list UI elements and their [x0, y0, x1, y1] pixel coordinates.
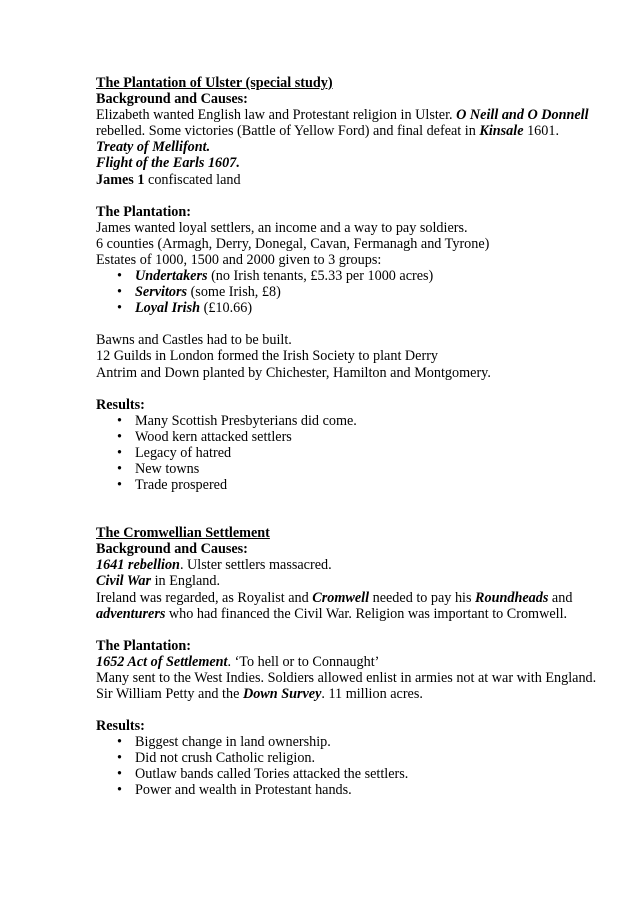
ulster-background-line-2 — [96, 123, 596, 139]
result-text: Many Scottish Presbyterians did come. — [135, 412, 357, 429]
list-item — [96, 413, 596, 429]
text-span: needed to pay his — [369, 589, 476, 606]
ulster-background-heading: Background and Causes: — [96, 91, 248, 108]
list-item — [96, 461, 596, 477]
plantation-line: James wanted loyal settlers, an income and a way to pay soldiers. — [96, 219, 468, 236]
text-span: . Ulster settlers massacred. — [179, 557, 332, 574]
cromwell-background-line — [96, 557, 596, 573]
list-item — [96, 782, 596, 798]
settlement-line: Many sent to the West Indies. Soldiers allowed enlist in armies not at war with England. — [96, 669, 597, 686]
list-item — [96, 766, 596, 782]
emphasis-span: Down Survey — [242, 686, 322, 702]
group-name: Undertakers — [135, 268, 208, 285]
emphasis-span: Roundheads — [475, 589, 549, 606]
text-span: and — [548, 589, 573, 606]
result-text: Trade prospered — [135, 477, 228, 494]
emphasis-span: Cromwell — [312, 589, 370, 606]
cromwell-background-line — [96, 573, 596, 589]
bullet-icon: • — [117, 766, 122, 783]
bullet-icon: • — [117, 750, 122, 767]
text-span: Sir William Petty and the — [96, 686, 243, 702]
text-span: confiscated land — [144, 171, 241, 188]
spacer — [96, 188, 596, 204]
result-text: Outlaw bands called Tories attacked the settlers. — [135, 766, 409, 783]
result-text: Legacy of hatred — [135, 444, 232, 461]
bullet-icon: • — [117, 734, 122, 751]
list-item — [96, 750, 596, 766]
cromwell-results-list — [96, 734, 596, 798]
settlement-line — [96, 654, 596, 670]
spacer — [96, 702, 596, 718]
emphasis-span: 1641 rebellion — [96, 557, 180, 574]
text-span: rebelled. Some victories (Battle of Yellow Ford) and final defeat in — [96, 123, 480, 140]
ulster-results-list — [96, 413, 596, 493]
plantation-line: 6 counties (Armagh, Derry, Donegal, Cavan, Fermanagh and Tyrone) — [96, 235, 490, 252]
group-detail: (£10.66) — [200, 300, 253, 317]
emphasis-span: O Neill and O Donnell — [456, 107, 589, 124]
group-detail: (some Irish, £8) — [187, 284, 281, 301]
emphasis-span: James 1 — [96, 171, 145, 188]
emphasis-span: Kinsale — [479, 123, 524, 140]
group-detail: (no Irish tenants, £5.33 per 1000 acres) — [207, 268, 434, 285]
result-text: Did not crush Catholic religion. — [135, 750, 316, 767]
plantation-line: Bawns and Castles had to be built. — [96, 332, 292, 349]
list-item — [96, 284, 596, 300]
spacer — [96, 381, 596, 397]
list-item — [96, 734, 596, 750]
spacer — [96, 509, 596, 525]
document-body — [96, 75, 596, 799]
bullet-icon: • — [117, 300, 122, 317]
spacer — [96, 622, 596, 638]
spacer — [96, 493, 596, 509]
text-span: 1601. — [523, 123, 559, 140]
bullet-icon: • — [117, 428, 122, 445]
plantation-line: Estates of 1000, 1500 and 2000 given to 3 groups: — [96, 251, 382, 268]
text-span: Ireland was regarded, as Royalist and — [96, 589, 313, 606]
list-item — [96, 445, 596, 461]
group-name: Servitors — [135, 284, 188, 301]
list-item — [96, 429, 596, 445]
result-text: New towns — [135, 460, 200, 477]
emphasis-span: Civil War — [96, 573, 152, 590]
emphasis-span: adventurers — [96, 605, 166, 622]
ulster-plantation-heading: The Plantation: — [96, 203, 191, 220]
spacer — [96, 316, 596, 332]
text-span: Elizabeth wanted English law and Protestant religion in Ulster. — [96, 107, 457, 124]
result-text: Biggest change in land ownership. — [135, 734, 331, 751]
groups-list — [96, 268, 596, 316]
cromwell-plantation-heading: The Plantation: — [96, 637, 191, 654]
cromwell-background-line — [96, 590, 596, 606]
cromwell-background-line — [96, 606, 596, 622]
group-name: Loyal Irish — [135, 300, 201, 317]
list-item — [96, 268, 596, 284]
text-span: . ‘To hell or to Connaught’ — [227, 653, 380, 670]
result-text: Power and wealth in Protestant hands. — [135, 782, 352, 799]
emphasis-span: 1652 Act of Settlement — [96, 653, 228, 670]
bullet-icon: • — [117, 477, 122, 494]
plantation-line: Antrim and Down planted by Chichester, Hamilton and Montgomery. — [96, 364, 491, 381]
ulster-results-heading: Results: — [96, 396, 145, 413]
bullet-icon: • — [117, 460, 122, 477]
result-text: Wood kern attacked settlers — [135, 428, 292, 445]
list-item — [96, 300, 596, 316]
bullet-icon: • — [117, 268, 122, 285]
text-span: in England. — [151, 573, 221, 590]
settlement-line — [96, 686, 596, 702]
cromwell-results-heading: Results: — [96, 718, 145, 735]
text-span: . 11 million acres. — [321, 686, 423, 702]
flight-line: Flight of the Earls 1607. — [96, 155, 240, 172]
treaty-line: Treaty of Mellifont. — [96, 139, 211, 156]
list-item — [96, 477, 596, 493]
text-span: who had financed the Civil War. Religion was important to Cromwell. — [165, 605, 568, 622]
bullet-icon: • — [117, 444, 122, 461]
bullet-icon: • — [117, 412, 122, 429]
bullet-icon: • — [117, 782, 122, 799]
section-title-cromwell: The Cromwellian Settlement — [96, 525, 270, 542]
bullet-icon: • — [117, 284, 122, 301]
james-line — [96, 172, 596, 188]
ulster-background-line-1 — [96, 107, 596, 123]
cromwell-background-heading: Background and Causes: — [96, 541, 248, 558]
plantation-line: 12 Guilds in London formed the Irish Society to plant Derry — [96, 348, 439, 365]
section-title-ulster: The Plantation of Ulster (special study) — [96, 75, 333, 91]
